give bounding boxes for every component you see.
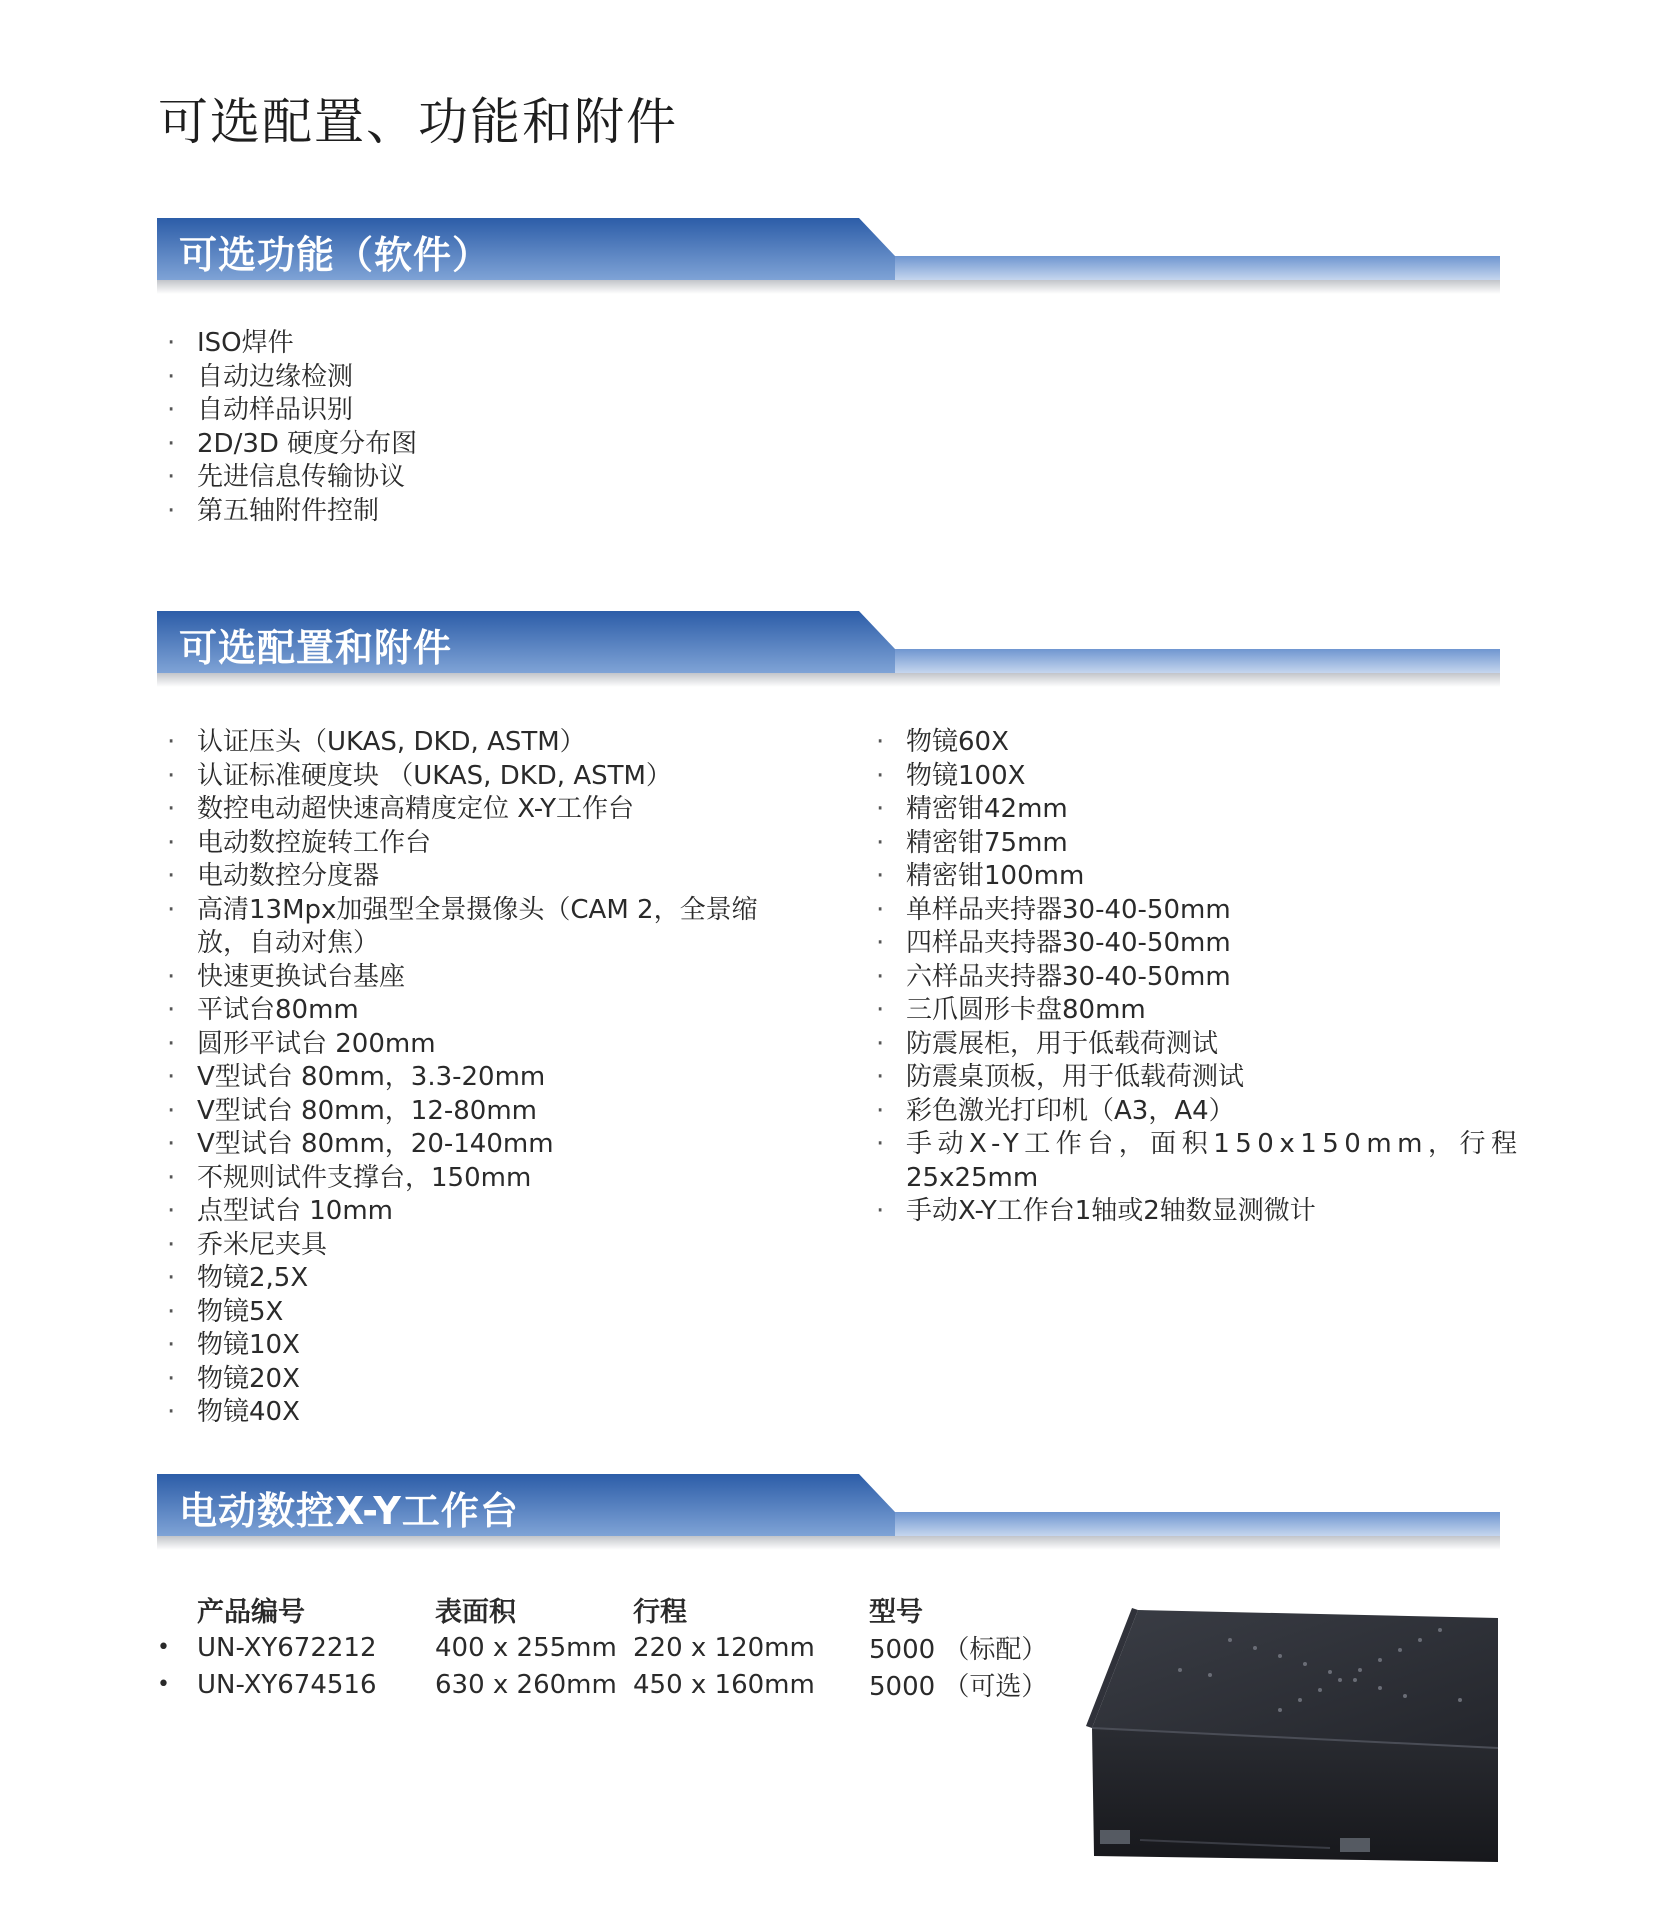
table-row — [157, 1629, 1069, 1666]
table-header-row — [157, 1590, 1069, 1629]
list-item: · V型试台 80mm，3.3-20mm — [157, 1061, 797, 1095]
section-title-software: 可选功能（软件） — [179, 233, 492, 277]
list-item: · 认证压头（UKAS, DKD, ASTM） — [157, 726, 797, 760]
list-item: · 防震桌顶板，用于低载荷测试 — [866, 1061, 1506, 1095]
list-item: · 数控电动超快速高精度定位 X-Y工作台 — [157, 793, 797, 827]
list-item: · V型试台 80mm，20-140mm — [157, 1128, 797, 1162]
list-item: · 高清13Mpx加强型全景摄像头（CAM 2，全景缩 — [157, 894, 797, 928]
list-item: · V型试台 80mm，12-80mm — [157, 1095, 797, 1129]
cell-product-id: UN-XY674516 — [197, 1669, 377, 1700]
list-item-continuation: 放，自动对焦） — [197, 928, 380, 958]
list-item: · 物镜2,5X — [157, 1262, 797, 1296]
section-banner-xy-stage — [157, 1474, 1500, 1554]
cell-surface-area: 630 x 260mm — [435, 1669, 617, 1700]
xy-stage-product-image — [1080, 1600, 1500, 1870]
cell-surface-area: 400 x 255mm — [435, 1632, 617, 1663]
software-list — [157, 327, 417, 528]
list-item: · 电动数控分度器 — [157, 860, 797, 894]
list-item-continuation: 25x25mm — [906, 1162, 1039, 1193]
list-item: · 防震展柜，用于低载荷测试 — [866, 1028, 1506, 1062]
header-travel: 行程 — [633, 1597, 687, 1628]
list-item: · 物镜40X — [157, 1396, 797, 1430]
section-title-config: 可选配置和附件 — [179, 626, 453, 670]
list-item: · 乔米尼夹具 — [157, 1229, 797, 1263]
list-item: · 物镜100X — [866, 760, 1506, 794]
header-model: 型号 — [869, 1597, 923, 1628]
cell-model: 5000 （标配） — [869, 1635, 1048, 1665]
header-surface-area: 表面积 — [435, 1597, 516, 1628]
config-list-right — [866, 726, 1523, 1229]
list-item: · 单样品夹持器30-40-50mm — [866, 894, 1506, 928]
row-bullet: • — [157, 1635, 170, 1660]
list-item: · 先进信息传输协议 — [157, 461, 417, 495]
list-item: · 平试台80mm — [157, 994, 797, 1028]
list-item: · 点型试台 10mm — [157, 1195, 797, 1229]
list-item: · 手动X-Y工作台，面积150x150mm，行程 — [866, 1128, 1506, 1162]
list-item: · 物镜10X — [157, 1329, 797, 1363]
list-item: · 物镜60X — [866, 726, 1506, 760]
list-item: · 精密钳75mm — [866, 827, 1506, 861]
list-item: · 自动边缘检测 — [157, 361, 417, 395]
list-item: · 彩色激光打印机（A3，A4） — [866, 1095, 1506, 1129]
list-item: · 第五轴附件控制 — [157, 495, 417, 529]
header-product-id: 产品编号 — [197, 1597, 305, 1628]
list-item: · 圆形平试台 200mm — [157, 1028, 797, 1062]
cell-model: 5000 （可选） — [869, 1672, 1048, 1702]
xy-stage-table — [157, 1590, 1069, 1703]
page-title: 可选配置、功能和附件 — [158, 92, 678, 151]
list-item: · 手动X-Y工作台1轴或2轴数显测微计 — [866, 1195, 1506, 1229]
list-item: · 四样品夹持器30-40-50mm — [866, 927, 1506, 961]
list-item: · 不规则试件支撑台，150mm — [157, 1162, 797, 1196]
list-item: · 2D/3D 硬度分布图 — [157, 428, 417, 462]
section-title-xy-stage: 电动数控X-Y工作台 — [179, 1489, 519, 1533]
list-item: · 快速更换试台基座 — [157, 961, 797, 995]
list-item: · 认证标准硬度块 （UKAS, DKD, ASTM） — [157, 760, 797, 794]
list-item: · 精密钳100mm — [866, 860, 1506, 894]
section-banner-config — [157, 611, 1500, 691]
list-item: · ISO焊件 — [157, 327, 417, 361]
cell-travel: 220 x 120mm — [633, 1632, 815, 1663]
cell-product-id: UN-XY672212 — [197, 1632, 377, 1663]
table-row — [157, 1666, 1069, 1703]
list-item: · 物镜5X — [157, 1296, 797, 1330]
list-item: · 电动数控旋转工作台 — [157, 827, 797, 861]
cell-travel: 450 x 160mm — [633, 1669, 815, 1700]
list-item: · 六样品夹持器30-40-50mm — [866, 961, 1506, 995]
config-list-left — [157, 726, 797, 1430]
section-banner-software — [157, 218, 1500, 298]
list-item: · 精密钳42mm — [866, 793, 1506, 827]
list-item: · 三爪圆形卡盘80mm — [866, 994, 1506, 1028]
row-bullet: • — [157, 1672, 170, 1697]
list-item: · 物镜20X — [157, 1363, 797, 1397]
list-item: · 自动样品识别 — [157, 394, 417, 428]
